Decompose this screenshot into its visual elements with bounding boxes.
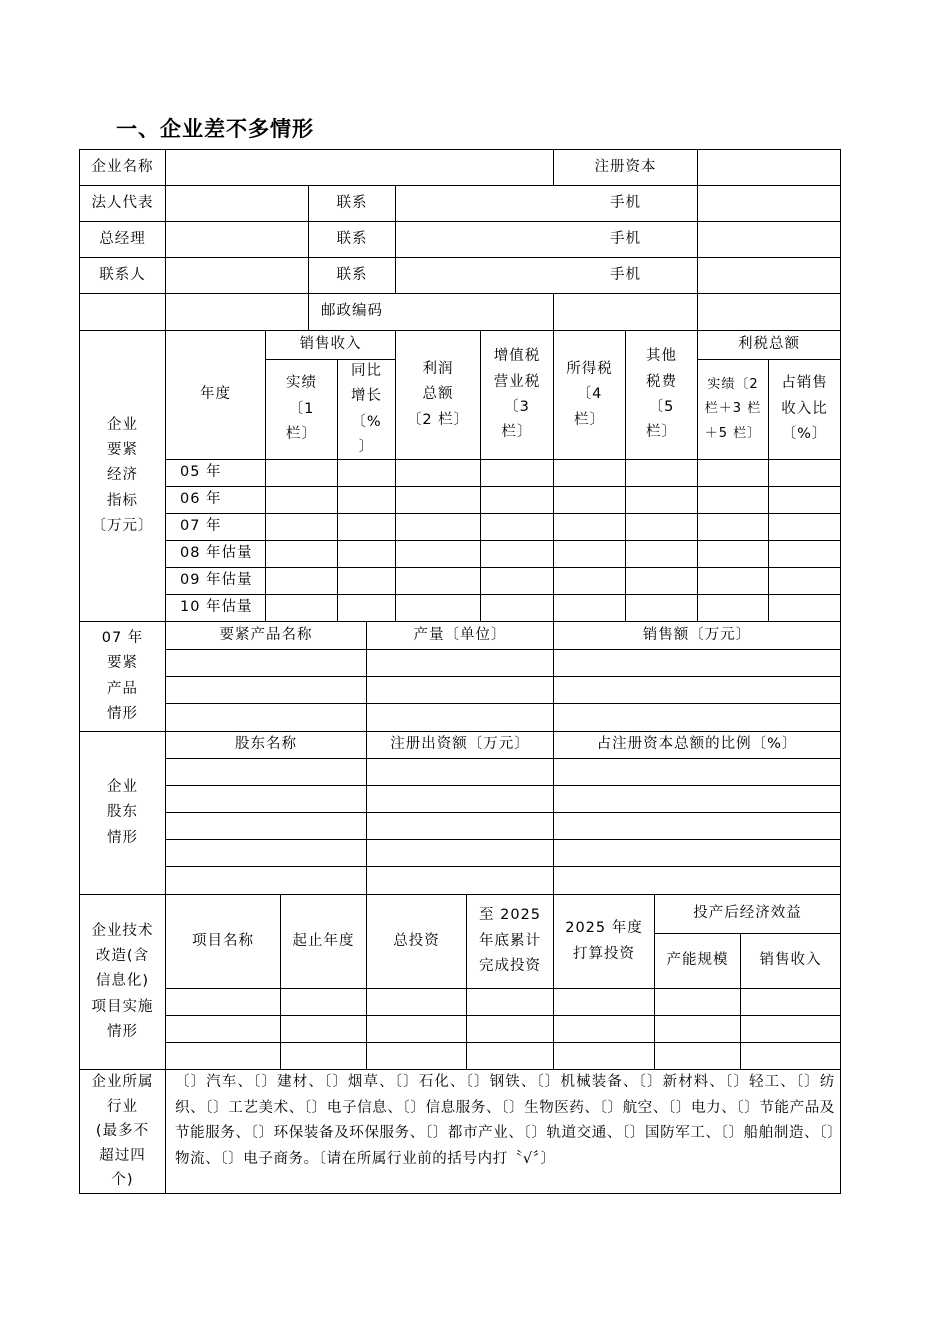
registered-capital-field[interactable] [698,150,840,185]
legal-rep-mobile-field[interactable] [698,186,840,221]
year-header: 年度 [200,386,231,403]
year-row-label: 09 年估量 [180,572,253,589]
shareholder-name-header: 股东名称 [235,736,297,753]
industry-section-label: 企业所属 行业 (最多不 超过四 个) [91,1074,154,1189]
contact-person-label: 联系人 [99,266,146,283]
indicators-data-area[interactable] [266,460,840,621]
total-ratio-header: 占销售 收入比 〔%〕 [781,375,828,443]
person-contact-label: 联系 [336,266,368,283]
general-manager-label: 总经理 [99,230,146,247]
total-actual-header: 实绩〔2 栏＋3 栏 ＋5 栏〕 [704,377,762,441]
general-manager-field[interactable] [166,222,308,257]
economic-benefit-header: 投产后经济效益 [693,905,802,922]
year-row-label: 10 年估量 [180,599,253,616]
page-title: 一、企业差不多情形 [116,117,314,141]
legal-rep-field[interactable] [166,186,308,221]
person-contact-field[interactable] [396,258,553,293]
total-investment-header: 总投资 [393,932,440,949]
legal-rep-label: 法人代表 [91,194,154,211]
year-row-label: 07 年 [180,518,222,535]
company-name-field[interactable] [166,150,553,185]
tech-data-area[interactable] [166,989,840,1069]
person-mobile-label: 手机 [610,266,641,283]
project-period-header: 起止年度 [292,932,355,949]
company-name-label: 企业名称 [91,158,154,175]
product-output-header: 产量〔单位〕 [413,626,507,643]
total-tax-header: 利税总额 [738,336,800,353]
manager-mobile-label: 手机 [610,230,641,247]
registered-capital-label: 注册资本 [594,158,657,175]
other-tax-header: 其他 税费 〔5 栏〕 [646,348,677,441]
profit-header: 利润 总额 〔2 栏〕 [406,360,470,428]
shareholders-section-label: 企业 股东 情形 [107,778,138,846]
benefit-sales-header: 销售收入 [759,952,822,969]
product-sales-header: 销售额〔万元〕 [642,626,752,643]
legal-rep-mobile-label: 手机 [610,194,641,211]
sales-growth-header: 同比 增长 〔% 〕 [351,362,382,455]
capacity-header: 产能规模 [666,952,729,969]
shareholder-ratio-header: 占注册资本总额的比例〔%〕 [596,736,798,753]
sales-header: 销售收入 [299,336,362,353]
legal-rep-contact-field[interactable] [396,186,553,221]
vat-header: 增值税 营业税 〔3 栏〕 [493,348,541,441]
year-row-label: 05 年 [180,464,222,481]
indicators-section-label: 企业 要紧 经济 指标 〔万元〕 [91,416,154,535]
manager-contact-label: 联系 [336,230,368,247]
products-data-area[interactable] [166,650,840,731]
sales-actual-header: 实绩 〔1 栏〕 [286,375,317,443]
person-mobile-field[interactable] [698,258,840,293]
address-field[interactable] [166,294,308,330]
year-row-label: 06 年 [180,491,222,508]
postal-code-label: 邮政编码 [321,303,383,320]
cumulative-investment-header: 至 2025 年底累计 完成投资 [478,907,541,975]
year-row-label: 08 年估量 [180,545,253,562]
project-name-header: 项目名称 [192,932,254,949]
postal-code-field[interactable] [396,294,553,330]
income-tax-header: 所得税 〔4 栏〕 [566,360,613,428]
shareholders-data-area[interactable] [166,759,840,894]
legal-rep-contact-label: 联系 [336,194,368,211]
contact-person-field[interactable] [166,258,308,293]
shareholder-capital-header: 注册出资额〔万元〕 [390,736,530,753]
planned-investment-header: 2025 年度 打算投资 [565,920,643,962]
products-section-label: 07 年 要紧 产品 情形 [101,629,144,722]
manager-mobile-field[interactable] [698,222,840,257]
product-name-header: 要紧产品名称 [219,626,313,643]
manager-contact-field[interactable] [396,222,553,257]
tech-section-label: 企业技术 改造(含 信息化) 项目实施 情形 [91,922,154,1041]
industry-options[interactable]: 〔〕汽车、〔〕建材、〔〕烟草、〔〕石化、〔〕钢铁、〔〕机械装备、〔〕新材料、〔〕轻工、〔〕纺织、〔〕工艺美术、〔〕电子信息、〔〕信息服务、〔〕生物医药、〔〕航空、〔〕电力、〔〕节能产品及节能服务、〔〕环保装备及环保服务、〔〕都市产业、〔〕轨道交通、〔〕国防军工、〔〕船舶制造、〔〕物流、〔〕电子商务。〔请在所属行业前的括号内打〝√〞〕 [175,1074,835,1167]
